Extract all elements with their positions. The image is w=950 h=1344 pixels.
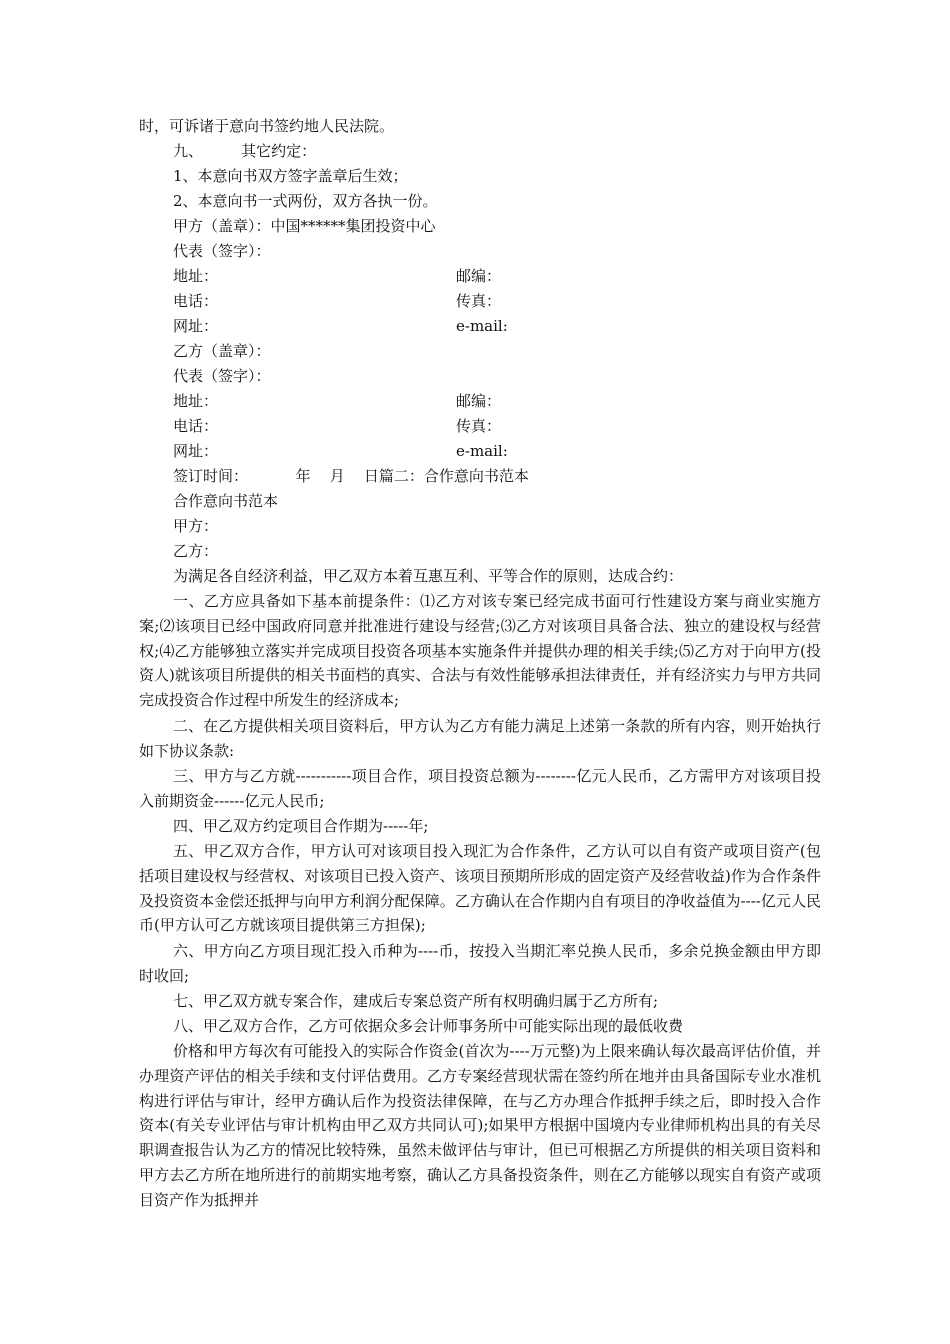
party-b-web-label: 网址： xyxy=(173,442,219,460)
party-b-fax-label: 传真： xyxy=(456,417,502,435)
party-b-email-label: e-mail: xyxy=(456,442,508,460)
party-b-representative: 代表（签字）： xyxy=(173,367,271,385)
clause-3: 三、甲方与乙方就-----------项目合作，项目投资总额为--------亿元人民币，乙方需甲方对该项目投入前期资金------亿元人民币; xyxy=(139,767,821,810)
section-title: 合作意向书范本 xyxy=(173,492,279,510)
party-a-address-label: 地址： xyxy=(173,267,219,285)
party-b-tel-label: 电话： xyxy=(173,417,219,435)
preamble: 为满足各自经济利益，甲乙双方本着互惠互利、平等合作的原则，达成合约： xyxy=(173,567,684,585)
clause-copies: 2、本意向书一式两份，双方各执一份。 xyxy=(173,192,438,210)
party-a-representative: 代表（签字）： xyxy=(173,242,271,260)
party-a-label: 甲方： xyxy=(173,517,219,535)
clause-effective: 1、本意向书双方签字盖章后生效； xyxy=(173,167,408,185)
party-b-seal: 乙方（盖章）： xyxy=(173,342,271,360)
clause-4: 四、甲乙双方约定项目合作期为-----年; xyxy=(173,817,429,835)
party-a-seal: 甲方（盖章）：中国******集团投资中心 xyxy=(173,217,436,235)
party-a-zip-label: 邮编： xyxy=(456,267,502,285)
party-a-email-label: e-mail: xyxy=(456,317,508,335)
clause-6: 六、甲方向乙方项目现汇投入币种为----币，按投入当期汇率兑换人民币，多余兑换金额由甲方即时收回; xyxy=(139,942,821,985)
party-b-label: 乙方： xyxy=(173,542,219,560)
clause-8-continued: 价格和甲方每次有可能投入的实际合作资金(首次为----万元整)为上限来确认每次最高评估价值，并办理资产评估的相关手续和支付评估费用。乙方专案经营现状需在签约所在地并由具备国际专业水准机构进行评估与审计，经甲方确认后作为投资法律保障，在与乙方办理合作抵押手续之后，即时投入合作资本(有关专业评估与审计机构由甲乙双方共同认可);如果甲方根据中国境内专业律师机构出具的有关尽职调查报告认为乙方的情况比较特殊，虽然未做评估与审计，但已可根据乙方所提供的相关项目资料和甲方去乙方所在地所进行的前期实地考察，确认乙方具备投资条件，则在乙方能够以现实自有资产或项目资产作为抵押并 xyxy=(139,1042,821,1209)
clause-5: 五、甲乙双方合作，甲方认可对该项目投入现汇为合作条件，乙方认可以自有资产或项目资产(包括项目建设权与经营权、对该项目已投入资产、该项目预期所形成的固定资产及经营收益)作为合作条件及投资资本金偿还抵押与向甲方利润分配保障。乙方确认在合作期内自有项目的净收益值为----亿元人民币(甲方认可乙方就该项目提供第三方担保); xyxy=(139,842,821,935)
clause-8: 八、甲乙双方合作，乙方可依据众多会计师事务所中可能实际出现的最低收费 xyxy=(173,1017,684,1035)
party-b-zip-label: 邮编： xyxy=(456,392,502,410)
party-a-tel-label: 电话： xyxy=(173,292,219,310)
party-b-address-label: 地址： xyxy=(173,392,219,410)
clause-2: 二、在乙方提供相关项目资料后，甲方认为乙方有能力满足上述第一条款的所有内容，则开始执行如下协议条款: xyxy=(139,717,821,760)
text-line-jurisdiction: 时，可诉诸于意向书签约地人民法院。 xyxy=(139,117,395,135)
heading-other-agreements: 九、 其它约定： xyxy=(173,142,317,160)
clause-7: 七、甲乙双方就专案合作，建成后专案总资产所有权明确归属于乙方所有; xyxy=(173,992,659,1010)
party-a-fax-label: 传真： xyxy=(456,292,502,310)
clause-1: 一、乙方应具备如下基本前提条件：⑴乙方对该专案已经完成书面可行性建设方案与商业实施方案;⑵该项目已经中国政府同意并批准进行建设与经营;⑶乙方对该项目具备合法、独立的建设权与经营权;⑷乙方能够独立落实并完成项目投资各项基本实施条件并提供办理的相关手续;⑸乙方对于向甲方(投资人)就该项目所提供的相关书面档的真实、合法与有效性能够承担法律责任，并有经济实力与甲方共同完成投资合作过程中所发生的经济成本; xyxy=(139,592,821,710)
party-a-web-label: 网址： xyxy=(173,317,219,335)
signing-date-line: 签订时间： 年 月 日篇二：合作意向书范本 xyxy=(173,467,529,485)
